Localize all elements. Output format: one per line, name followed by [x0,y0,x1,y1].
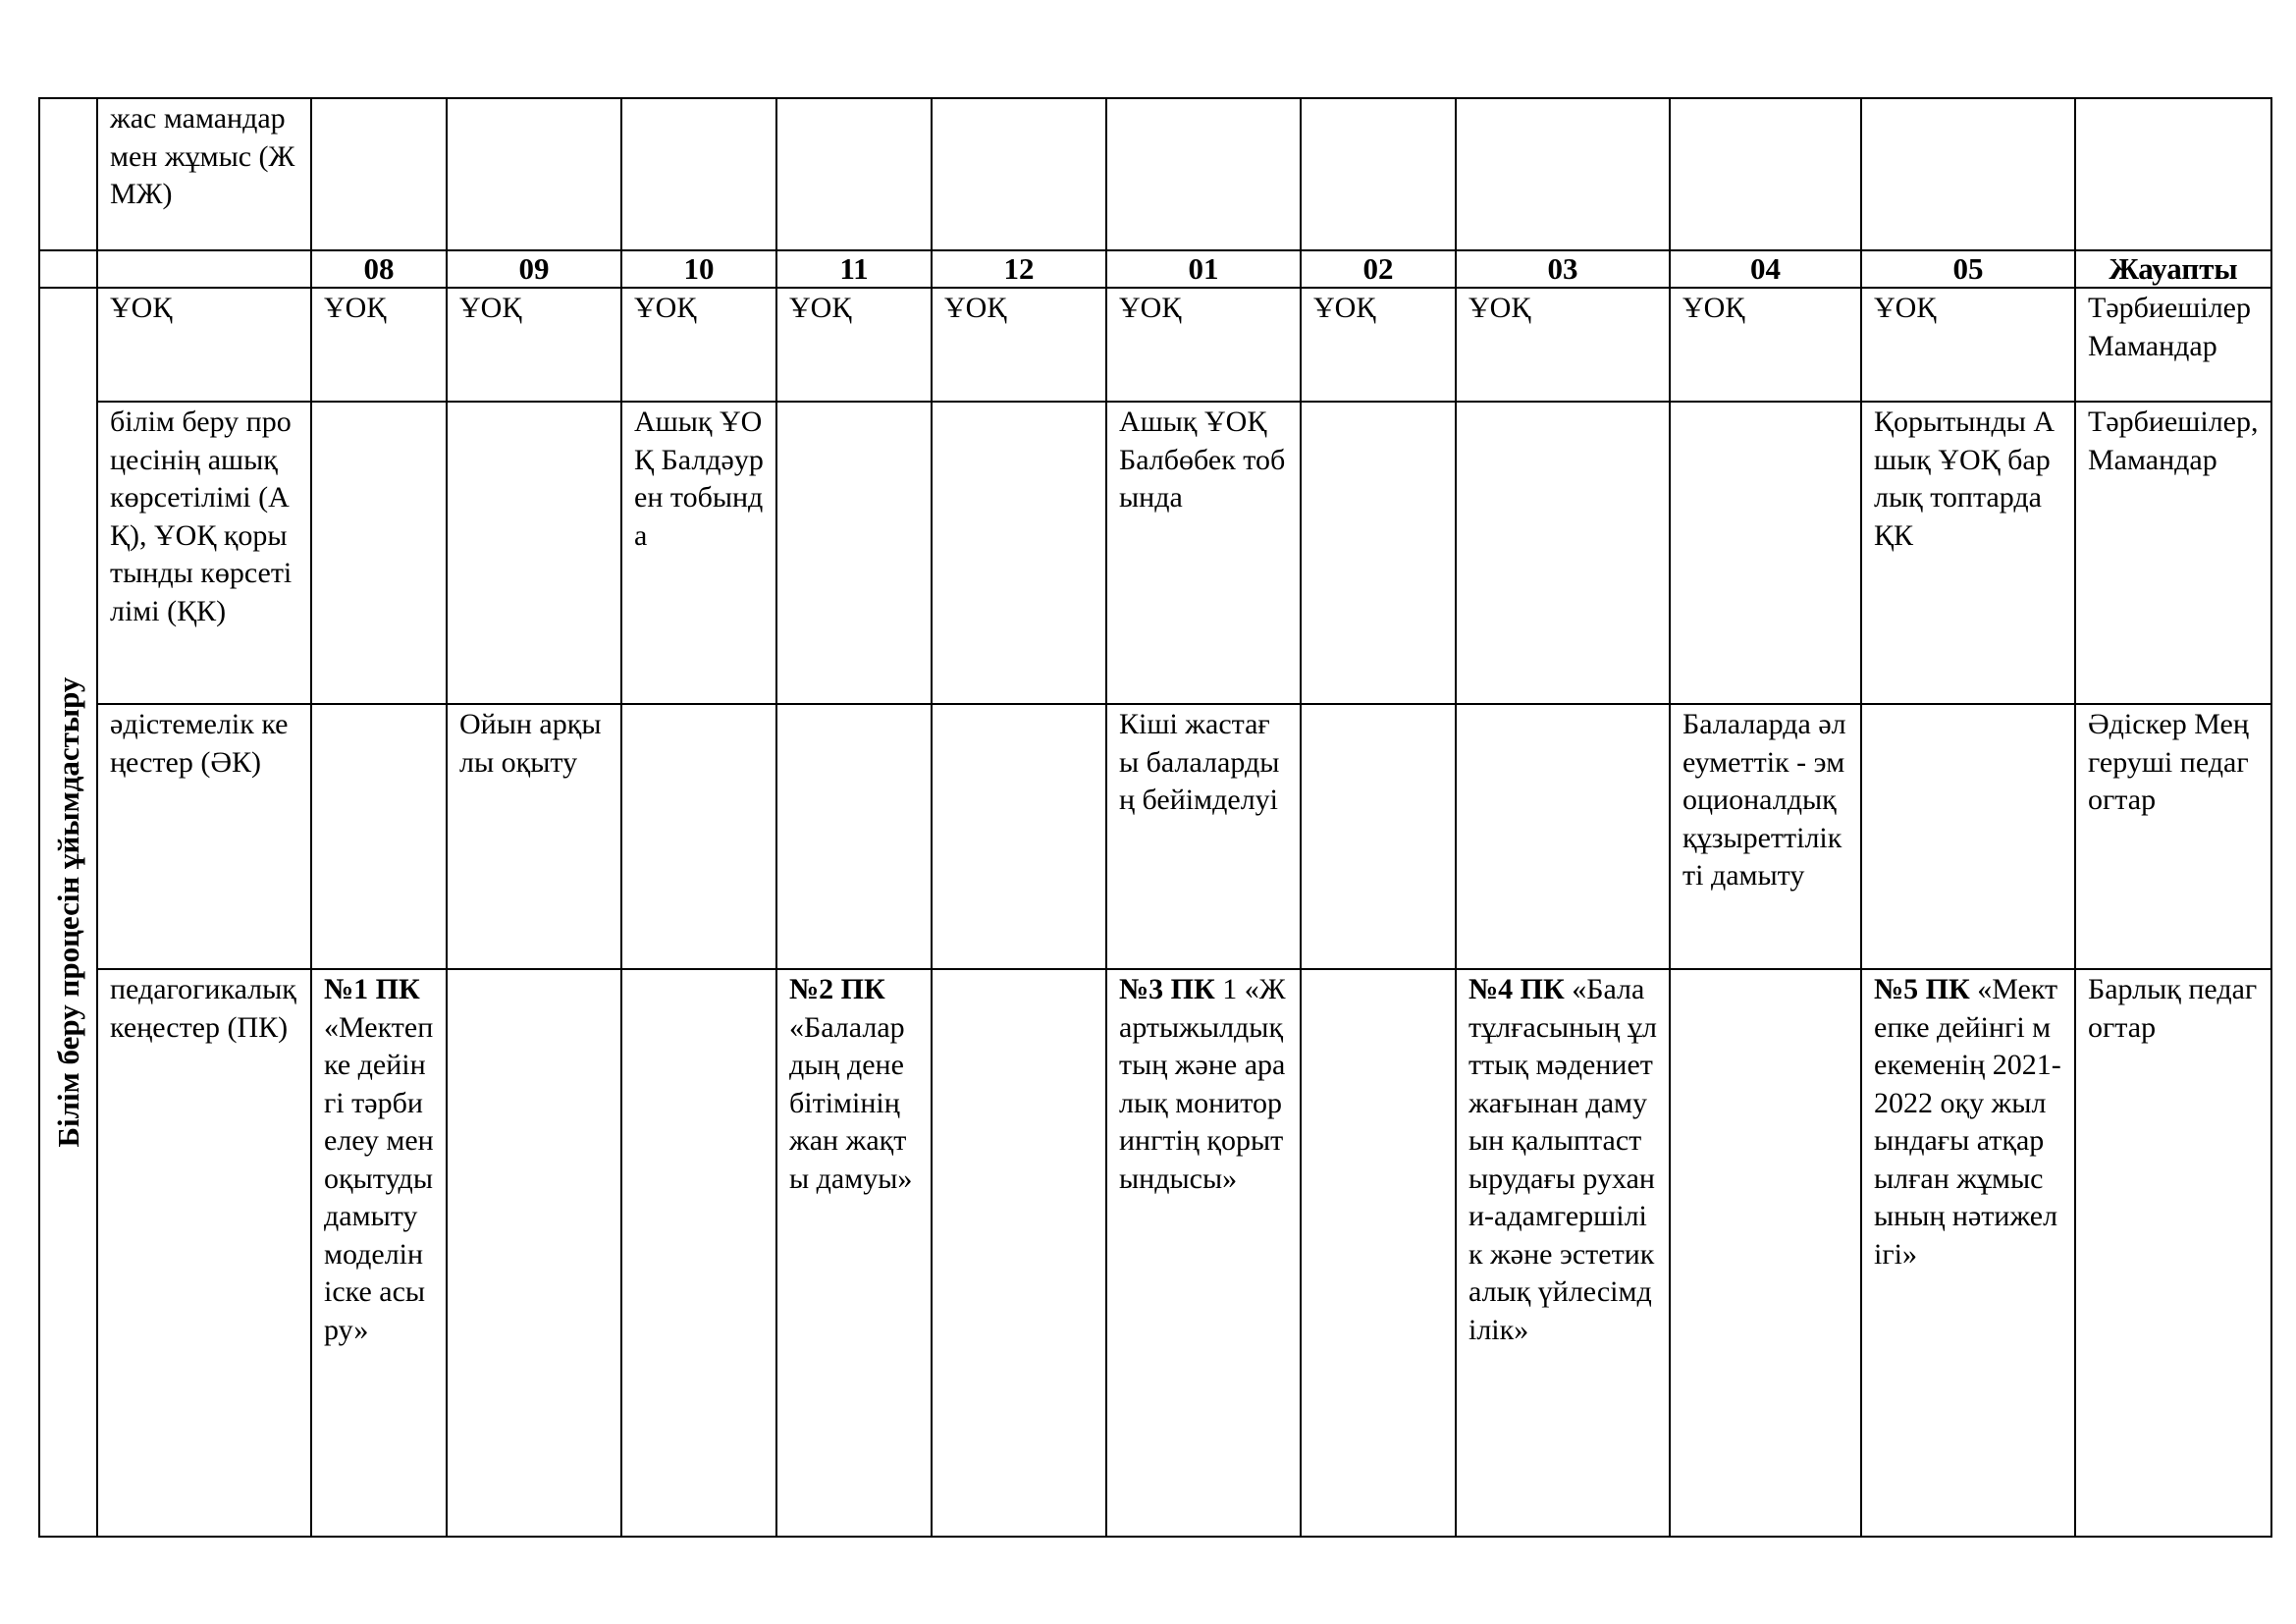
cell-empty [1301,98,1456,250]
cell-empty [447,969,621,1537]
cell-empty [621,969,776,1537]
cell-empty [776,402,932,704]
cell-empty [621,98,776,250]
work-plan-table [38,97,2272,1538]
row-pk [39,969,2271,1537]
cell-uok: ҰОҚ [932,288,1106,402]
cell-empty [932,98,1106,250]
cell-empty [1456,98,1670,250]
cell-uok: ҰОҚ [776,288,932,402]
section-side-cell [39,288,97,1537]
cell-empty [932,969,1106,1537]
cell-empty [447,402,621,704]
cell-responsible: Тәрбиешілер, Мамандар [2075,402,2271,704]
side-cell-top [39,98,97,250]
header-month: 04 [1670,250,1861,288]
cell-uok: ҰОҚ [621,288,776,402]
header-month: 11 [776,250,932,288]
row-label-pk: педагогикалық кеңестер (ПК) [97,969,311,1537]
pk-title: «Балалардың дене бітімінің жан жақты дамуы» [789,1010,913,1195]
header-empty [97,250,311,288]
cell-empty [932,704,1106,969]
header-responsible: Жауапты [2075,250,2271,288]
cell-pk-08 [311,969,447,1537]
row-label-uok: ҰОҚ [97,288,311,402]
cell-uok: ҰОҚ [1670,288,1861,402]
pk-title: «Мектепке дейінгі тәрбиелеу мен оқытуды дамыту моделін іске асыру» [324,1010,434,1346]
cell-pk-11 [776,969,932,1537]
cell-responsible: Тәрбиешілер Мамандар [2075,288,2271,402]
row-ak [39,402,2271,704]
cell-uok: ҰОҚ [1456,288,1670,402]
cell-pk-01 [1106,969,1301,1537]
header-month: 09 [447,250,621,288]
cell-empty [1861,98,2075,250]
cell-ak-01: Ашық ҰОҚ Балбөбек тобында [1106,402,1301,704]
pk-number: №3 ПК [1119,973,1215,1005]
row-label-jmj: жас мамандармен жұмыс (ЖМЖ) [97,98,311,250]
cell-empty [776,98,932,250]
header-month: 03 [1456,250,1670,288]
row-jmj [39,98,2271,250]
cell-empty [447,98,621,250]
cell-uok: ҰОҚ [1106,288,1301,402]
row-ek [39,704,2271,969]
cell-empty [1301,402,1456,704]
cell-empty [1861,704,2075,969]
header-month: 02 [1301,250,1456,288]
cell-empty [1456,704,1670,969]
cell-empty [1301,969,1456,1537]
cell-uok: ҰОҚ [1861,288,2075,402]
header-month: 05 [1861,250,2075,288]
row-label-ak: білім беру процесінің ашық көрсетілімі (АҚ), ҰОҚ қорытынды көрсетілімі (ҚК) [97,402,311,704]
pk-number: №1 ПК [324,973,420,1005]
header-month: 10 [621,250,776,288]
cell-uok: ҰОҚ [1301,288,1456,402]
pk-number: №4 ПК [1468,973,1565,1005]
cell-empty [311,98,447,250]
cell-ak-10: Ашық ҰОҚ Балдәурен тобында [621,402,776,704]
cell-pk-03 [1456,969,1670,1537]
header-month: 01 [1106,250,1301,288]
pk-number: №2 ПК [789,973,885,1005]
cell-empty [1670,969,1861,1537]
cell-empty [1106,98,1301,250]
cell-responsible: Барлық педагогтар [2075,969,2271,1537]
cell-empty [311,402,447,704]
cell-empty [1456,402,1670,704]
section-vertical-title: Білім беру процесін ұйымдастыру [50,677,85,1148]
header-empty [39,250,97,288]
cell-empty [621,704,776,969]
cell-empty [1670,402,1861,704]
cell-pk-05 [1861,969,2075,1537]
pk-title: «Мектепке дейінгі мекеменің 2021-2022 оқу жылындағы атқарылған жұмысының нәтижелігі» [1874,973,2061,1271]
cell-uok: ҰОҚ [447,288,621,402]
cell-empty [1670,98,1861,250]
cell-empty [311,704,447,969]
cell-empty [2075,98,2271,250]
row-label-ek: әдістемелік кеңестер (ӘК) [97,704,311,969]
cell-empty [932,402,1106,704]
cell-ek-09: Ойын арқылы оқыту [447,704,621,969]
header-month: 12 [932,250,1106,288]
pk-title: 1 «Жартыжылдықтың және аралық мониторингтің қорытындысы» [1119,973,1286,1195]
cell-uok: ҰОҚ [311,288,447,402]
header-row [39,250,2271,288]
cell-empty [1301,704,1456,969]
header-month: 08 [311,250,447,288]
cell-ek-04: Балаларда әлеуметтік - эмоционалдық құзыреттілікті дамыту [1670,704,1861,969]
pk-title: «Бала тұлғасының ұлттық мәдениет жағынан дамуын қалыптастырудағы рухани-адамгершілік және эстетикалық үйлесімділік» [1468,973,1657,1346]
cell-responsible: Әдіскер Меңгеруші педагогтар [2075,704,2271,969]
cell-ak-05: Қорытынды Ашық ҰОҚ барлық топтарда ҚК [1861,402,2075,704]
pk-number: №5 ПК [1874,973,1970,1005]
cell-empty [776,704,932,969]
cell-ek-01: Кіші жастағы балалардың бейімделуі [1106,704,1301,969]
row-uok [39,288,2271,402]
